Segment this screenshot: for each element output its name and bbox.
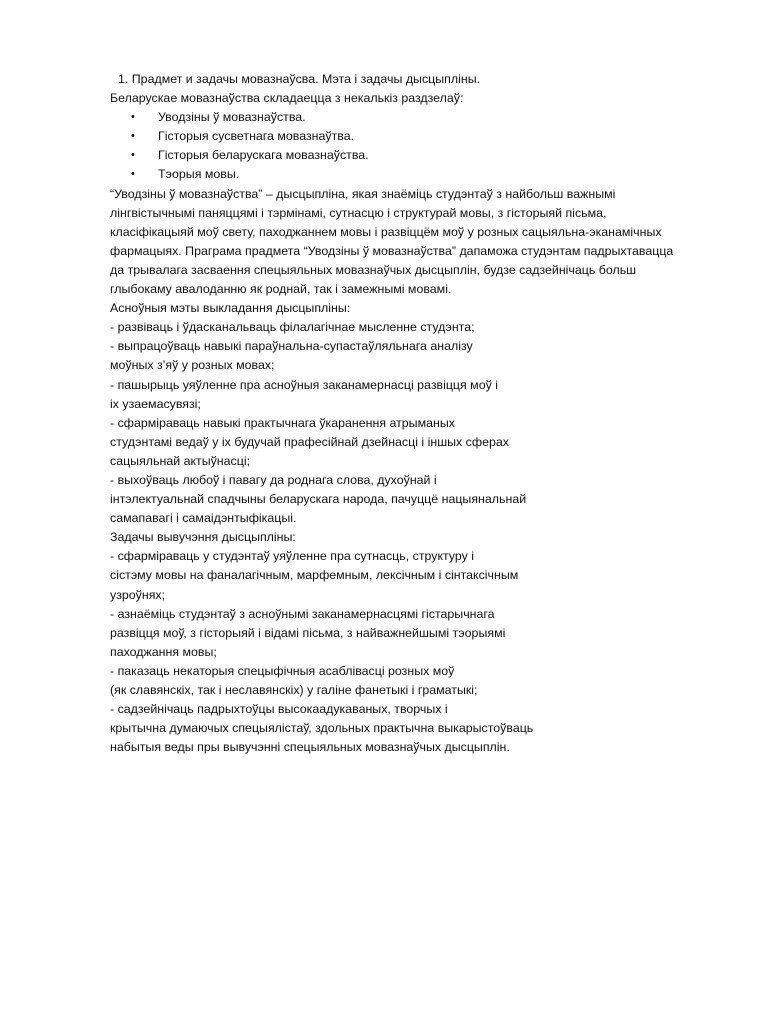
text-line: - выпрацоўваць навыкі параўнальна-супастаўляльнага аналізу: [110, 339, 473, 354]
text-line: лінгвістычнымі паняццямі і тэрмінамі, сутнасцю і структурай мовы, з гісторыяй пісьма,: [110, 205, 607, 220]
bullet-icon: •: [131, 168, 135, 181]
text-line: развіцця моў, з гісторыяй і відамі пісьма, з найважнейшымі тэорыямі: [110, 625, 506, 640]
document-title: 1. Прадмет и задачы мовазнаўсва. Мэта і задачы дысцыпліны.: [118, 72, 481, 86]
text-line: класіфікацыяй моў свету, паходжаннем мовы і развіццём моў у розных сацыяльна-эканамічных: [110, 224, 662, 239]
text-line: самапавагі і самаідэнтыфікацыі.: [110, 511, 297, 526]
bullet-text: Тэорыя мовы.: [158, 167, 240, 182]
text-line: “Уводзіны ў мовазнаўства” – дысцыпліна, якая знаёміць студэнтаў з найбольш важнымі: [110, 186, 616, 201]
bullet-icon: •: [131, 149, 135, 162]
bullet-icon: •: [131, 111, 135, 124]
bullet-text: Гісторыя сусветнага мовазнаўтва.: [158, 129, 355, 144]
text-line: - сфарміраваць навыкі практычнага ўкаранення атрыманых: [110, 415, 455, 430]
text-line: сацыяльнай актыўнасці;: [110, 453, 251, 468]
text-line: інтэлектуальнай спадчыны беларускага народа, пачуццё нацыянальнай: [110, 492, 527, 507]
text-line: моўных з’яў у розных мовах;: [110, 358, 275, 373]
text-line: - пашырыць уяўленне пра асноўныя заканамернасці развіцця моў і: [110, 377, 498, 392]
bullet-item: [110, 127, 720, 146]
bullet-item: [110, 108, 720, 127]
section-heading: Асноўныя мэты выкладання дысцыпліны:: [110, 301, 351, 316]
text-line: - паказаць некаторыя спецыфічныя асаблівасці розных моў: [110, 663, 455, 678]
text-line: глыбокаму авалоданню як роднай, так і замежнымі мовамі.: [110, 282, 452, 297]
text-line: студэнтамі ведаў у іх будучай прафесійнай дзейнасці і іншых сферах: [110, 434, 509, 449]
bullet-text: Гісторыя беларускага мовазнаўства.: [158, 148, 369, 163]
text-line: - выхоўваць любоў і павагу да роднага слова, духоўнай і: [110, 472, 437, 487]
intro-line: Беларускае мовазнаўства складаецца з некалькіз раздзелаў:: [110, 91, 464, 106]
bullet-item: [110, 165, 720, 184]
text-line: - азнаёміць студэнтаў з асноўнымі заканамернасцямі гістарычнага: [110, 606, 495, 621]
bullet-item: [110, 146, 720, 165]
bullet-icon: •: [131, 130, 135, 143]
text-line: фармацыях. Праграма прадмета “Уводзіны ў мовазнаўства” дапаможа студэнтам падрыхтавацца: [110, 243, 674, 258]
text-line: узроўнях;: [110, 587, 166, 602]
bullet-text: Уводзіны ў мовазнаўства.: [158, 110, 306, 125]
document-content: [110, 70, 720, 757]
text-line: сістэму мовы на фаналагічным, марфемным, лексічным і сінтаксічным: [110, 568, 519, 583]
text-line: паходжання мовы;: [110, 644, 217, 659]
text-line: (як славянскіх, так і неславянскіх) у галіне фанетыкі і граматыкі;: [110, 683, 478, 697]
text-line: крытычна думаючых спецыялістаў, здольных практычна выкарыстоўваць: [110, 721, 534, 736]
text-line: набытыя веды пры вывучэнні спецыяльных мовазнаўчых дысцыплін.: [110, 740, 510, 755]
text-line: да трывалага засваення спецыяльных мовазнаўчых дысцыплін, будзе садзейнічаць больш: [110, 262, 637, 277]
text-line: іх узаемасувязі;: [110, 396, 201, 411]
section-heading: Задачы вывучэння дысцыпліны:: [110, 530, 296, 545]
text-line: - сфарміраваць у студэнтаў уяўленне пра сутнасць, структуру і: [110, 549, 475, 564]
text-line: - развіваць і ўдасканальваць філалагічнае мысленне студэнта;: [110, 320, 475, 335]
text-line: - садзейнічаць падрыхтоўцы высокаадукаваных, творчых і: [110, 702, 448, 717]
